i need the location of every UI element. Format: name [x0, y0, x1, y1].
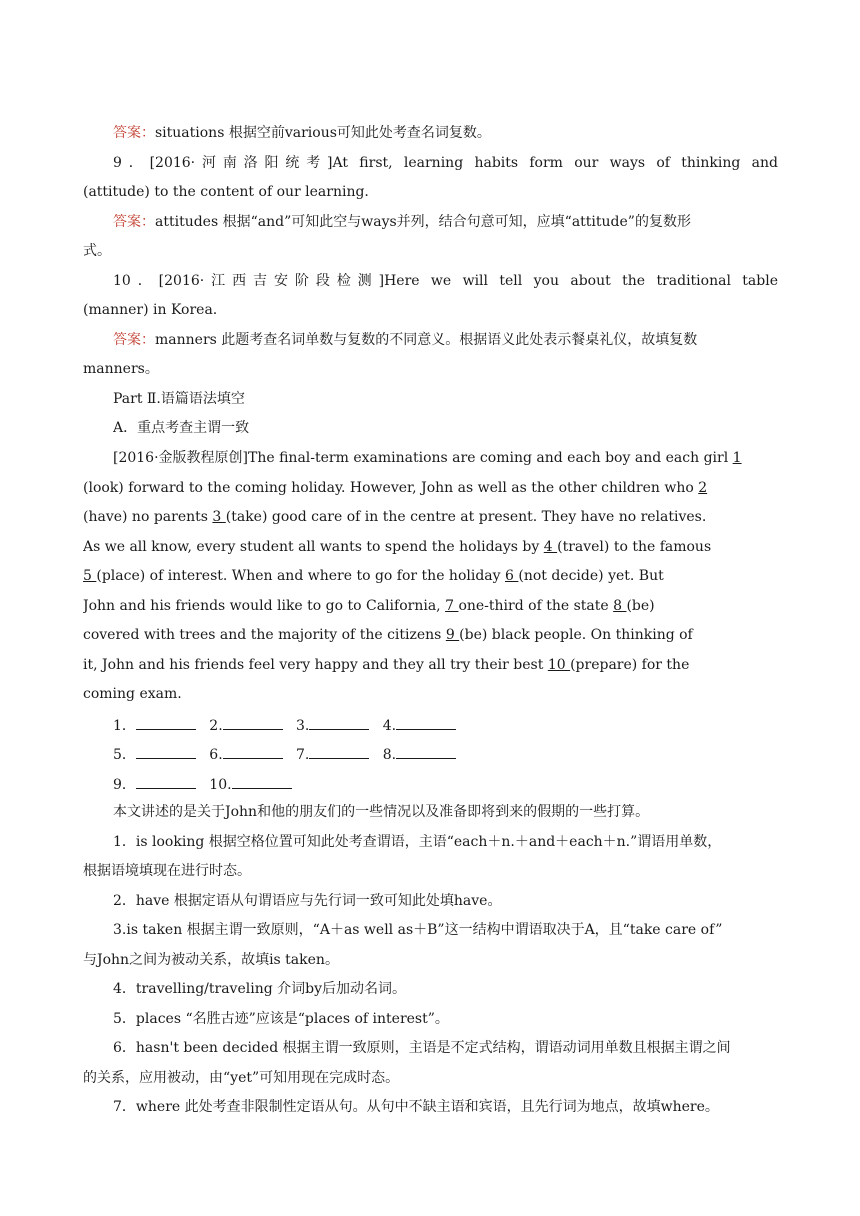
answer-line-8 — [113, 122, 778, 144]
question-10-line-2: (manner) in Korea. — [83, 302, 218, 318]
passage-text: (travel) to the famous — [557, 539, 712, 555]
answer-blank-line[interactable] — [309, 713, 369, 730]
explanation-7: 7．where 此处考查非限制性定语从句。从句中不缺主语和宾语，且先行词为地点，故填where。 — [113, 1099, 719, 1115]
explanation-1-line-2: 根据语境填现在进行时态。 — [83, 863, 251, 879]
answer-blank-line[interactable] — [223, 713, 283, 730]
explanation-6-line-2: 的关系，应用被动，由“yet”可知用现在完成时态。 — [83, 1070, 400, 1086]
passage-line-6 — [83, 595, 778, 617]
passage-text: one-third of the state — [458, 598, 609, 614]
passage-line-9: coming exam. — [83, 686, 182, 702]
answer-label: 答案： — [113, 125, 155, 141]
answer-number: 2. — [209, 718, 223, 734]
blank-1: 1 — [732, 450, 742, 466]
answer-blank-line[interactable] — [396, 713, 456, 730]
answer-line-10 — [113, 329, 778, 351]
blank-3: 3 — [212, 509, 226, 525]
explanation-1-line-1: 1．is looking 根据空格位置可知此处考查谓语，主语“each＋n.＋and＋each＋n.”谓语用单数， — [113, 834, 722, 850]
answer-number: 6. — [209, 747, 223, 763]
passage-line-8 — [83, 654, 778, 676]
answer-text: manners 此题考查名词单数与复数的不同意义。根据语义此处表示餐桌礼仪，故填复数 — [155, 332, 698, 348]
answer-line-9 — [113, 211, 778, 233]
explanation-6-line-1: 6．hasn't been decided 根据主谓一致原则，主语是不定式结构，谓语动词用单数且根据主谓之间 — [113, 1040, 731, 1056]
answer-line-9-cont: 式。 — [83, 243, 111, 259]
answer-text: situations 根据空前various可知此处考查名词复数。 — [155, 125, 491, 141]
explanation-5: 5．places “名胜古迹”应该是“places of interest”。 — [113, 1011, 449, 1027]
answer-text: attitudes 根据“and”可知此空与ways并列，结合句意可知，应填“attitude”的复数形 — [155, 214, 691, 230]
explanation-2: 2．have 根据定语从句谓语应与先行词一致可知此处填have。 — [113, 893, 502, 909]
answer-line-10-cont: manners。 — [83, 361, 159, 377]
question-10-line-1: 10．[2016·江西吉安阶段检测]Here we will tell you about the traditional table — [113, 273, 778, 289]
answer-blanks-row-3 — [113, 772, 778, 794]
answer-blank-line[interactable] — [136, 742, 196, 759]
answer-number: 3. — [296, 718, 310, 734]
part-heading: Part Ⅱ.语篇语法填空 — [113, 391, 245, 407]
answer-number: 9． — [113, 777, 136, 793]
answer-blank-line[interactable] — [309, 742, 369, 759]
passage-text: (place) of interest. When and where to go for the holiday — [96, 568, 501, 584]
answer-number: 4. — [382, 718, 397, 734]
passage-line-3 — [83, 506, 778, 528]
blank-5: 5 — [83, 568, 97, 584]
answer-number: 1． — [113, 718, 136, 734]
passage-line-4 — [83, 536, 778, 558]
section-heading: A．重点考查主谓一致 — [113, 420, 250, 436]
answer-label: 答案： — [113, 214, 155, 230]
passage-line-7 — [83, 624, 778, 646]
passage-text: (be) — [626, 598, 655, 614]
passage-line-5 — [83, 565, 778, 587]
passage-text: (look) forward to the coming holiday. However, John as well as the other children who — [83, 480, 694, 496]
answer-blank-line[interactable] — [396, 742, 456, 759]
answer-number: 5． — [113, 747, 136, 763]
explanation-3-line-2: 与John之间为被动关系，故填is taken。 — [83, 952, 339, 968]
blank-8: 8 — [613, 598, 627, 614]
explanation-4: 4．travelling/traveling 介词by后加动名词。 — [113, 981, 407, 997]
passage-text: covered with trees and the majority of the citizens — [83, 627, 442, 643]
answer-blank-line[interactable] — [136, 772, 196, 789]
explanation-3-line-1: 3.is taken 根据主谓一致原则，“A＋as well as＋B”这一结构中谓语取决于A，且“take care of” — [113, 922, 723, 938]
passage-text: As we all know, every student all wants to spend the holidays by — [83, 539, 540, 555]
passage-line-1 — [113, 447, 778, 469]
passage-text: John and his friends would like to go to California, — [83, 598, 441, 614]
answer-label: 答案： — [113, 332, 155, 348]
passage-text: it, John and his friends feel very happy and they all try their best — [83, 657, 544, 673]
answer-number: 8. — [382, 747, 397, 763]
passage-text: [2016·金版教程原创]The final-term examinations are coming and each boy and each girl — [113, 450, 729, 466]
answer-blanks-row-2 — [113, 742, 778, 764]
answer-blanks-row-1 — [113, 713, 778, 735]
passage-line-2 — [83, 477, 778, 499]
blank-2: 2 — [698, 480, 708, 496]
question-9-line-1: 9．[2016·河南洛阳统考]At first, learning habits form our ways of thinking and — [113, 155, 778, 171]
passage-text: (prepare) for the — [570, 657, 690, 673]
answer-number: 7. — [296, 747, 310, 763]
answer-blank-line[interactable] — [232, 772, 292, 789]
blank-7: 7 — [445, 598, 459, 614]
blank-6: 6 — [505, 568, 519, 584]
answer-number: 10. — [209, 777, 232, 793]
passage-text: (take) good care of in the centre at present. They have no relatives. — [225, 509, 707, 525]
question-9-line-2: (attitude) to the content of our learning. — [83, 184, 369, 200]
answer-blank-line[interactable] — [223, 742, 283, 759]
passage-text: (be) black people. On thinking of — [459, 627, 693, 643]
blank-9: 9 — [445, 627, 460, 643]
blank-10: 10 — [547, 657, 571, 673]
blank-4: 4 — [543, 539, 558, 555]
passage-text: (not decide) yet. But — [518, 568, 664, 584]
passage-text: (have) no parents — [83, 509, 208, 525]
answer-blank-line[interactable] — [136, 713, 196, 730]
summary-line: 本文讲述的是关于John和他的朋友们的一些情况以及准备即将到来的假期的一些打算。 — [113, 804, 650, 820]
